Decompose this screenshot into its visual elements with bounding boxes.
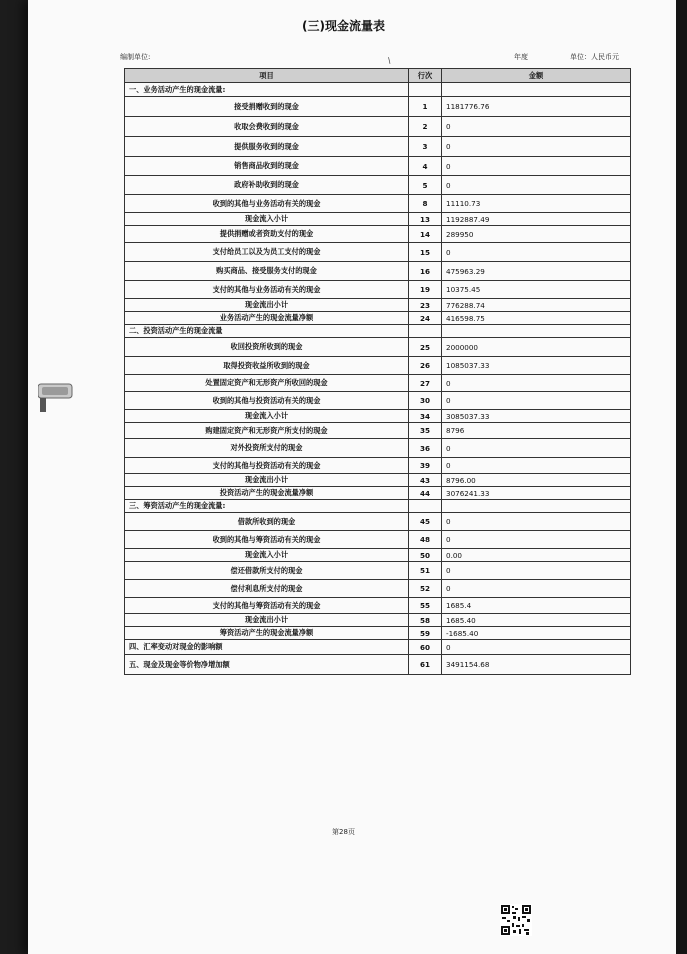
table-row — [125, 549, 631, 562]
item-label: 现金流出小计 — [125, 474, 409, 487]
item-label: 支付的其他与业务活动有关的现金 — [125, 281, 409, 299]
amount-cell: 0 — [442, 392, 631, 410]
line-number: 13 — [409, 213, 442, 226]
table-row — [125, 500, 631, 513]
line-number: 4 — [409, 157, 442, 176]
table-row — [125, 531, 631, 549]
line-number — [409, 500, 442, 513]
line-number — [409, 83, 442, 97]
table-row — [125, 357, 631, 375]
amount-cell: 3076241.33 — [442, 487, 631, 500]
table-row — [125, 375, 631, 392]
item-label: 偿付利息所支付的现金 — [125, 580, 409, 598]
line-number: 23 — [409, 299, 442, 312]
qr-code-icon — [500, 904, 532, 936]
item-label: 业务活动产生的现金流量净额 — [125, 312, 409, 325]
item-label: 支付给员工以及为员工支付的现金 — [125, 243, 409, 262]
line-number: 24 — [409, 312, 442, 325]
line-number — [409, 325, 442, 338]
line-number: 48 — [409, 531, 442, 549]
line-number: 50 — [409, 549, 442, 562]
section-heading: 五、现金及现金等价物净增加额 — [125, 655, 409, 675]
column-header-line: 行次 — [409, 69, 442, 83]
line-number: 45 — [409, 513, 442, 531]
table-row — [125, 325, 631, 338]
amount-cell: 0 — [442, 243, 631, 262]
table-row — [125, 614, 631, 627]
line-number: 27 — [409, 375, 442, 392]
item-label: 借款所收到的现金 — [125, 513, 409, 531]
item-label: 提供服务收到的现金 — [125, 137, 409, 157]
table-row — [125, 195, 631, 213]
column-header-amount: 金额 — [442, 69, 631, 83]
scan-edge — [676, 0, 687, 954]
amount-cell: 11110.73 — [442, 195, 631, 213]
table-row — [125, 627, 631, 640]
line-number: 5 — [409, 176, 442, 195]
item-label: 收到的其他与投资活动有关的现金 — [125, 392, 409, 410]
table-row — [125, 97, 631, 117]
amount-cell: 2000000 — [442, 338, 631, 357]
amount-cell: 1685.40 — [442, 614, 631, 627]
item-label: 收到的其他与筹资活动有关的现金 — [125, 531, 409, 549]
amount-cell: 0 — [442, 176, 631, 195]
amount-cell: 0 — [442, 580, 631, 598]
table-row — [125, 598, 631, 614]
line-number: 60 — [409, 640, 442, 655]
line-number: 2 — [409, 117, 442, 137]
unit-label: 单位：人民币元 — [570, 53, 619, 61]
line-number: 44 — [409, 487, 442, 500]
line-number: 15 — [409, 243, 442, 262]
amount-cell: 0 — [442, 513, 631, 531]
table-row — [125, 157, 631, 176]
amount-cell: 0 — [442, 157, 631, 176]
year-label: 年度 — [514, 53, 528, 61]
amount-cell: 0 — [442, 439, 631, 458]
item-label: 筹资活动产生的现金流量净额 — [125, 627, 409, 640]
page-title: (三)现金流量表 — [302, 19, 385, 33]
amount-cell: 1685.4 — [442, 598, 631, 614]
item-label: 购买商品、接受服务支付的现金 — [125, 262, 409, 281]
item-label: 现金流出小计 — [125, 614, 409, 627]
amount-cell: 475963.29 — [442, 262, 631, 281]
amount-cell — [442, 500, 631, 513]
table-row — [125, 458, 631, 474]
line-number: 35 — [409, 423, 442, 439]
item-label: 提供捐赠或者资助支付的现金 — [125, 226, 409, 243]
amount-cell: 1192887.49 — [442, 213, 631, 226]
table-row — [125, 513, 631, 531]
amount-cell: 0 — [442, 562, 631, 580]
org-label: 编制单位: — [120, 53, 151, 61]
section-heading: 三、筹资活动产生的现金流量: — [125, 500, 409, 513]
item-label: 购建固定资产和无形资产所支付的现金 — [125, 423, 409, 439]
line-number: 51 — [409, 562, 442, 580]
line-number: 3 — [409, 137, 442, 157]
amount-cell: 0 — [442, 375, 631, 392]
line-number: 26 — [409, 357, 442, 375]
item-label: 收回投资所收到的现金 — [125, 338, 409, 357]
table-row — [125, 176, 631, 195]
amount-cell — [442, 83, 631, 97]
line-number: 14 — [409, 226, 442, 243]
item-label: 处置固定资产和无形资产所收回的现金 — [125, 375, 409, 392]
table-row — [125, 439, 631, 458]
table-row — [125, 83, 631, 97]
line-number: 59 — [409, 627, 442, 640]
line-number: 8 — [409, 195, 442, 213]
amount-cell: -1685.40 — [442, 627, 631, 640]
item-label: 对外投资所支付的现金 — [125, 439, 409, 458]
line-number: 39 — [409, 458, 442, 474]
table-row — [125, 299, 631, 312]
item-label: 现金流入小计 — [125, 549, 409, 562]
amount-cell: 0.00 — [442, 549, 631, 562]
amount-cell: 0 — [442, 117, 631, 137]
amount-cell: 0 — [442, 531, 631, 549]
item-label: 取得投资收益所收到的现金 — [125, 357, 409, 375]
table-row — [125, 392, 631, 410]
section-heading: 一、业务活动产生的现金流量: — [125, 83, 409, 97]
table-row — [125, 410, 631, 423]
line-number: 16 — [409, 262, 442, 281]
amount-cell: 0 — [442, 137, 631, 157]
section-heading: 四、汇率变动对现金的影响额 — [125, 640, 409, 655]
amount-cell: 8796 — [442, 423, 631, 439]
table-row — [125, 243, 631, 262]
item-label: 投资活动产生的现金流量净额 — [125, 487, 409, 500]
amount-cell: 0 — [442, 640, 631, 655]
pen-mark: / — [385, 55, 393, 66]
amount-cell: 416598.75 — [442, 312, 631, 325]
amount-cell: 289950 — [442, 226, 631, 243]
item-label: 支付的其他与筹资活动有关的现金 — [125, 598, 409, 614]
line-number: 25 — [409, 338, 442, 357]
table-row — [125, 562, 631, 580]
amount-cell: 1181776.76 — [442, 97, 631, 117]
amount-cell: 0 — [442, 458, 631, 474]
amount-cell — [442, 325, 631, 338]
amount-cell: 3491154.68 — [442, 655, 631, 675]
table-row — [125, 117, 631, 137]
item-label: 偿还借款所支付的现金 — [125, 562, 409, 580]
line-number: 61 — [409, 655, 442, 675]
cash-flow-table — [124, 68, 631, 675]
item-label: 收取会费收到的现金 — [125, 117, 409, 137]
table-row — [125, 338, 631, 357]
line-number: 58 — [409, 614, 442, 627]
line-number: 36 — [409, 439, 442, 458]
line-number: 19 — [409, 281, 442, 299]
table-row — [125, 281, 631, 299]
table-header-row — [125, 69, 631, 83]
amount-cell: 3085037.33 — [442, 410, 631, 423]
amount-cell: 10375.45 — [442, 281, 631, 299]
page-number: 第28页 — [332, 828, 355, 836]
item-label: 现金流入小计 — [125, 213, 409, 226]
table-row — [125, 423, 631, 439]
column-header-item: 项目 — [125, 69, 409, 83]
table-row — [125, 137, 631, 157]
item-label: 销售商品收到的现金 — [125, 157, 409, 176]
item-label: 接受捐赠收到的现金 — [125, 97, 409, 117]
table-row — [125, 262, 631, 281]
item-label: 现金流入小计 — [125, 410, 409, 423]
table-row — [125, 213, 631, 226]
item-label: 收到的其他与业务活动有关的现金 — [125, 195, 409, 213]
amount-cell: 776288.74 — [442, 299, 631, 312]
table-row — [125, 655, 631, 675]
table-row — [125, 226, 631, 243]
table-row — [125, 580, 631, 598]
table-row — [125, 487, 631, 500]
table-row — [125, 640, 631, 655]
line-number: 1 — [409, 97, 442, 117]
line-number: 34 — [409, 410, 442, 423]
amount-cell: 8796.00 — [442, 474, 631, 487]
line-number: 43 — [409, 474, 442, 487]
line-number: 30 — [409, 392, 442, 410]
item-label: 支付的其他与投资活动有关的现金 — [125, 458, 409, 474]
amount-cell: 1085037.33 — [442, 357, 631, 375]
item-label: 现金流出小计 — [125, 299, 409, 312]
table-row — [125, 474, 631, 487]
table-row — [125, 312, 631, 325]
binder-clip-icon — [38, 376, 78, 416]
line-number: 52 — [409, 580, 442, 598]
item-label: 政府补助收到的现金 — [125, 176, 409, 195]
section-heading: 二、投资活动产生的现金流量 — [125, 325, 409, 338]
line-number: 55 — [409, 598, 442, 614]
